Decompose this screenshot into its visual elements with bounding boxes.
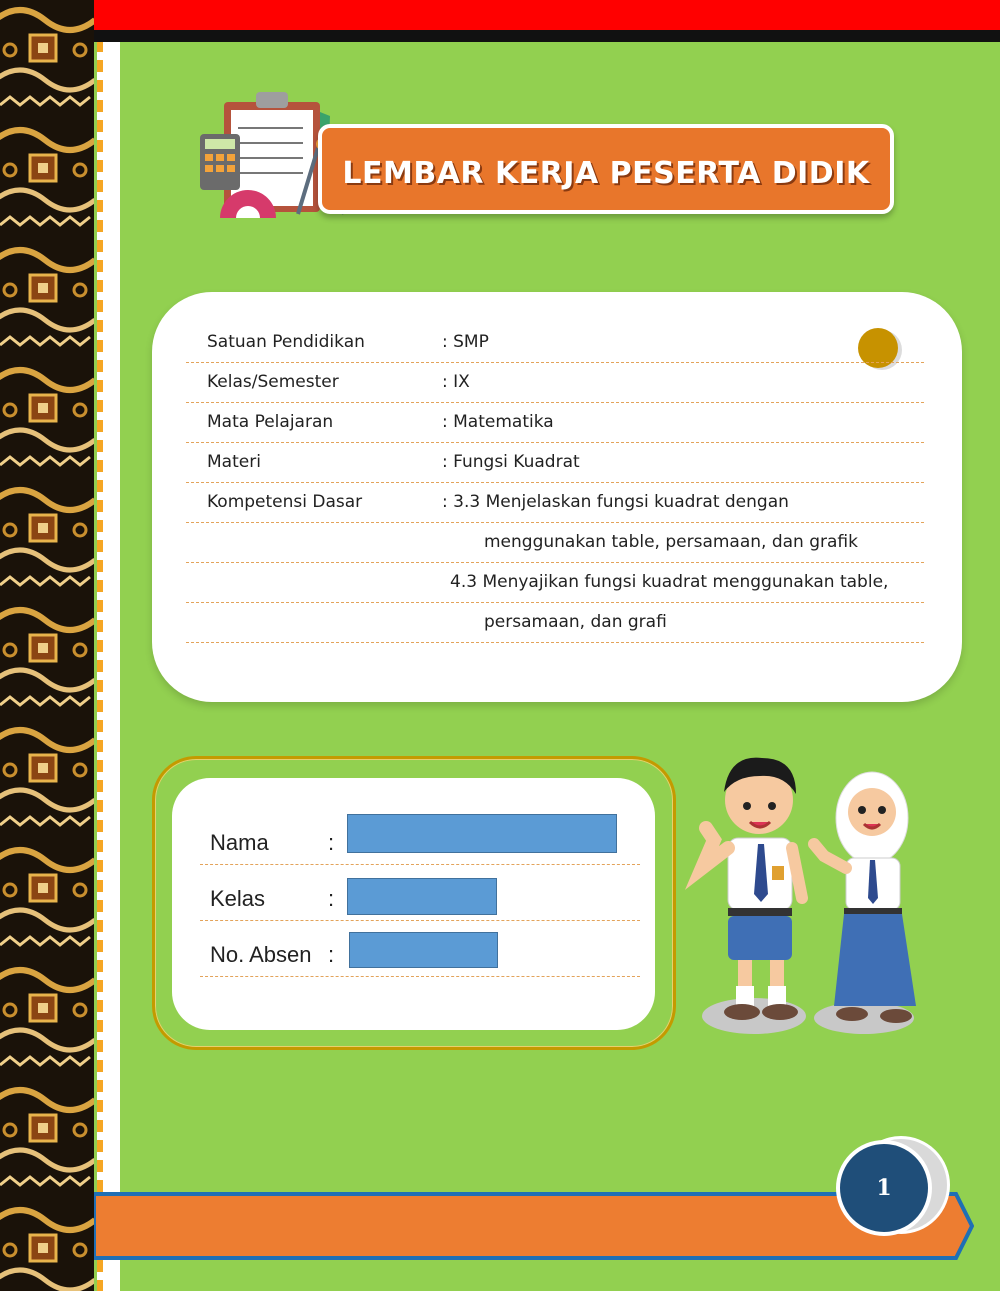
info-row-competency <box>186 482 924 523</box>
info-row-competency-2-cont <box>186 602 924 643</box>
name-input[interactable] <box>347 814 617 853</box>
info-label: Mata Pelajaran <box>207 412 334 432</box>
title-banner <box>318 124 894 214</box>
colon: : <box>328 942 335 967</box>
info-value: 4.3 Menyajikan fungsi kuadrat menggunakan table, <box>450 572 889 592</box>
class-label: Kelas <box>210 886 266 911</box>
info-label: Satuan Pendidikan <box>207 332 365 352</box>
students-illustration <box>684 748 934 1043</box>
info-value: : Matematika <box>442 412 554 432</box>
info-row-competency-cont <box>186 522 924 563</box>
info-value: : 3.3 Menjelaskan fungsi kuadrat dengan <box>442 492 789 512</box>
info-row-school <box>186 322 924 363</box>
info-row-competency-2 <box>186 562 924 603</box>
page-number: 1 <box>836 1140 932 1236</box>
info-value: : SMP <box>442 332 489 352</box>
info-row-class <box>186 362 924 403</box>
info-value: menggunakan table, persamaan, dan grafik <box>484 532 858 552</box>
white-strip <box>103 0 120 1291</box>
info-value: : Fungsi Kuadrat <box>442 452 580 472</box>
info-value: persamaan, dan grafi <box>484 612 667 632</box>
class-input[interactable] <box>347 878 497 915</box>
colon: : <box>328 830 335 855</box>
page-title: LEMBAR KERJA PESERTA DIDIK <box>342 156 870 191</box>
top-red-bar <box>94 0 1000 30</box>
info-value: : IX <box>442 372 470 392</box>
info-label: Materi <box>207 452 261 472</box>
top-black-bar <box>94 30 1000 42</box>
absen-input[interactable] <box>349 932 498 968</box>
colon: : <box>328 886 335 911</box>
name-label: Nama <box>210 830 269 855</box>
batik-border <box>0 0 94 1291</box>
info-row-topic <box>186 442 924 483</box>
info-label: Kompetensi Dasar <box>207 492 363 512</box>
info-label: Kelas/Semester <box>207 372 339 392</box>
info-row-subject <box>186 402 924 443</box>
absen-label: No. Absen <box>210 942 312 967</box>
